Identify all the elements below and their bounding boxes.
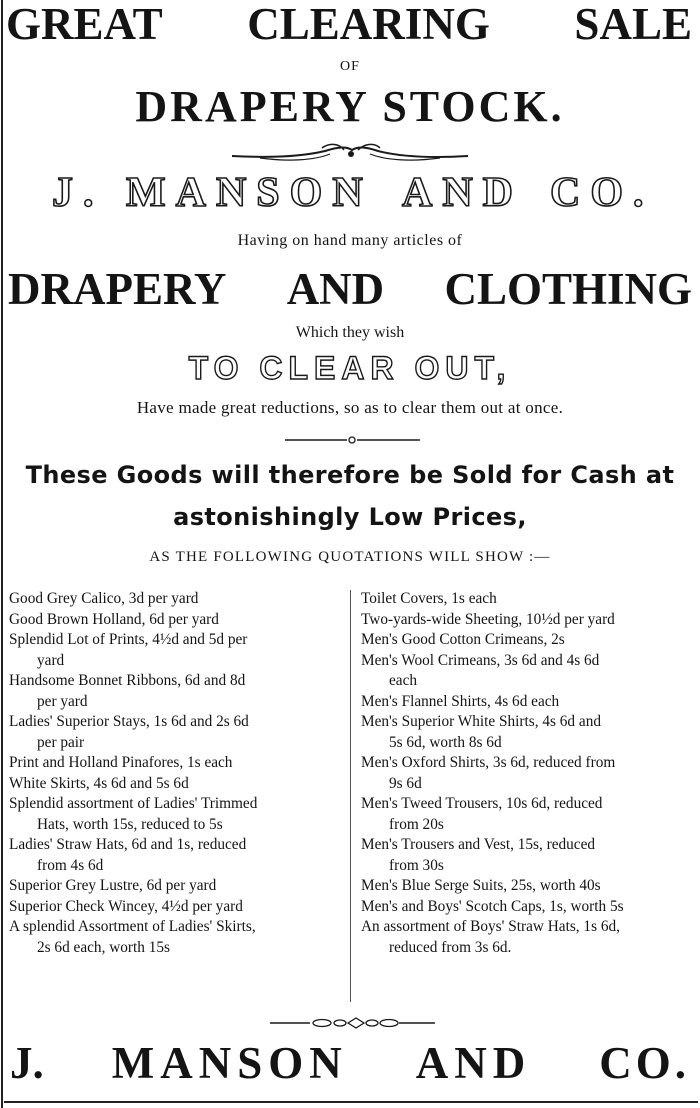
price-list-item-continuation: Hats, worth 15s, reduced to 5s <box>37 815 223 833</box>
price-list-item-line: Ladies' Straw Hats, 6d and 1s, reduced <box>9 836 247 853</box>
price-list-item-line: Men's and Boys' Scotch Caps, 1s, worth 5s <box>361 897 624 915</box>
headline-drapery-stock: DRAPERY STOCK. <box>135 82 565 131</box>
price-list-item-continuation: from 20s <box>389 815 444 833</box>
price-list-item-line: Two-yards-wide Sheeting, 10½d per yard <box>361 610 615 628</box>
intro-having: Having on hand many articles of <box>237 232 463 249</box>
heading-word: AND <box>286 264 385 314</box>
heading-drapery-and-clothing <box>0 262 700 316</box>
price-list-item-continuation: yard <box>37 651 65 669</box>
price-list-item-line: Handsome Bonnet Ribbons, 6d and 8d <box>9 672 246 689</box>
column-divider <box>350 590 351 1002</box>
price-list-item <box>9 794 345 835</box>
price-list-item <box>9 753 345 774</box>
heading-word: CLOTHING <box>444 264 692 314</box>
heading-to-clear-out: TO CLEAR OUT, <box>188 350 512 386</box>
firm-word: MANSON <box>126 170 373 216</box>
price-list-item <box>361 835 698 876</box>
price-list-item <box>361 917 698 958</box>
footer-word: MANSON <box>111 1038 348 1088</box>
price-list-item <box>361 589 698 610</box>
price-list-item-line: Splendid assortment of Ladies' Trimmed <box>9 795 258 812</box>
price-list-item-continuation: each <box>389 672 418 689</box>
firm-word: AND <box>402 170 523 216</box>
price-list-item <box>9 897 345 918</box>
headline-great-clearing-sale <box>0 0 700 48</box>
price-list-item <box>361 712 698 753</box>
footer-word: CO. <box>599 1038 690 1088</box>
price-list-item <box>361 651 698 692</box>
price-list-item-line: Splendid Lot of Prints, 4½d and 5d per <box>9 631 248 648</box>
price-list-item <box>9 671 345 712</box>
price-list-item <box>9 876 345 897</box>
bottom-border-rule <box>4 1101 698 1103</box>
footer-word: AND <box>415 1038 532 1088</box>
price-list-item <box>361 897 698 918</box>
price-list-item-line: Men's Oxford Shirts, 3s 6d, reduced from <box>361 754 616 771</box>
price-list-item-line: Ladies' Superior Stays, 1s 6d and 2s 6d <box>9 713 249 730</box>
price-list-item <box>9 835 345 876</box>
heading-word: DRAPERY <box>8 264 227 314</box>
price-list-item-line: Men's Superior White Shirts, 4s 6d and <box>361 713 601 730</box>
firm-word: J. <box>52 170 104 216</box>
announcement-line-1: These Goods will therefore be Sold for Cash at <box>25 461 675 489</box>
price-list-item-continuation: per pair <box>37 733 85 751</box>
price-list-item-line: Men's Good Cotton Crimeans, 2s <box>361 631 565 648</box>
price-list-item-continuation: 2s 6d each, worth 15s <box>37 938 170 956</box>
price-list-item <box>361 610 698 631</box>
price-list-item-continuation: 5s 6d, worth 8s 6d <box>389 733 502 751</box>
price-list-item-line: Superior Grey Lustre, 6d per yard <box>9 877 217 894</box>
headline-word: SALE <box>574 0 692 49</box>
price-list-item-continuation: per yard <box>37 692 88 710</box>
price-list-item-line: Men's Tweed Trousers, 10s 6d, reduced <box>361 795 603 812</box>
intro-reductions: Have made great reductions, so as to clear them out at once. <box>136 398 564 417</box>
announcement-line-2: astonishingly Low Prices, <box>173 503 527 531</box>
firm-name-ornamental <box>40 168 680 218</box>
price-list-item-line: Print and Holland Pinafores, 1s each <box>9 754 233 771</box>
chain-divider-icon <box>270 1015 435 1031</box>
small-divider-icon <box>285 433 420 447</box>
price-list-item-line: Men's Flannel Shirts, 4s 6d each <box>361 692 560 710</box>
price-list-item-line: Good Grey Calico, 3d per yard <box>9 590 199 607</box>
price-list-item <box>9 917 345 958</box>
price-list-item <box>361 753 698 794</box>
price-list-item-line: Men's Blue Serge Suits, 25s, worth 40s <box>361 877 601 894</box>
price-list-item <box>9 774 345 795</box>
price-list-item-continuation: reduced from 3s 6d. <box>389 938 512 956</box>
price-list-item-line: White Skirts, 4s 6d and 5s 6d <box>9 774 189 792</box>
price-list-item <box>361 630 698 651</box>
ornamental-divider-icon <box>230 140 470 166</box>
price-list-item <box>361 876 698 897</box>
price-list-left <box>9 589 345 958</box>
intro-which: Which they wish <box>295 324 405 341</box>
price-list-item-line: Superior Check Wincey, 4½d per yard <box>9 897 243 915</box>
price-list-item-continuation: 9s 6d <box>389 774 422 792</box>
headline-of: OF <box>340 59 360 74</box>
price-list-item <box>9 589 345 610</box>
price-list-item-line: Men's Trousers and Vest, 15s, reduced <box>361 836 596 853</box>
price-list-item <box>9 712 345 753</box>
price-list-item-line: An assortment of Boys' Straw Hats, 1s 6d, <box>361 918 620 935</box>
price-list-item <box>9 610 345 631</box>
price-list-item-line: Good Brown Holland, 6d per yard <box>9 610 219 628</box>
price-list-item-line: A splendid Assortment of Ladies' Skirts, <box>9 918 256 935</box>
footer-firm-name <box>0 1033 700 1093</box>
price-list-item-line: Toilet Covers, 1s each <box>361 590 497 607</box>
price-list-item-continuation: from 4s 6d <box>37 856 104 874</box>
headline-word: CLEARING <box>247 0 490 49</box>
price-list-item <box>361 692 698 713</box>
price-list-item-line: Men's Wool Crimeans, 3s 6d and 4s 6d <box>361 651 600 669</box>
firm-word: CO. <box>550 170 654 216</box>
footer-word: J. <box>10 1038 44 1088</box>
price-list-item <box>9 630 345 671</box>
headline-word: GREAT <box>6 0 163 49</box>
price-list-item-continuation: from 30s <box>389 856 444 874</box>
quotations-heading: AS THE FOLLOWING QUOTATIONS WILL SHOW :— <box>149 549 551 565</box>
price-list-right <box>361 589 698 958</box>
price-list-item <box>361 794 698 835</box>
